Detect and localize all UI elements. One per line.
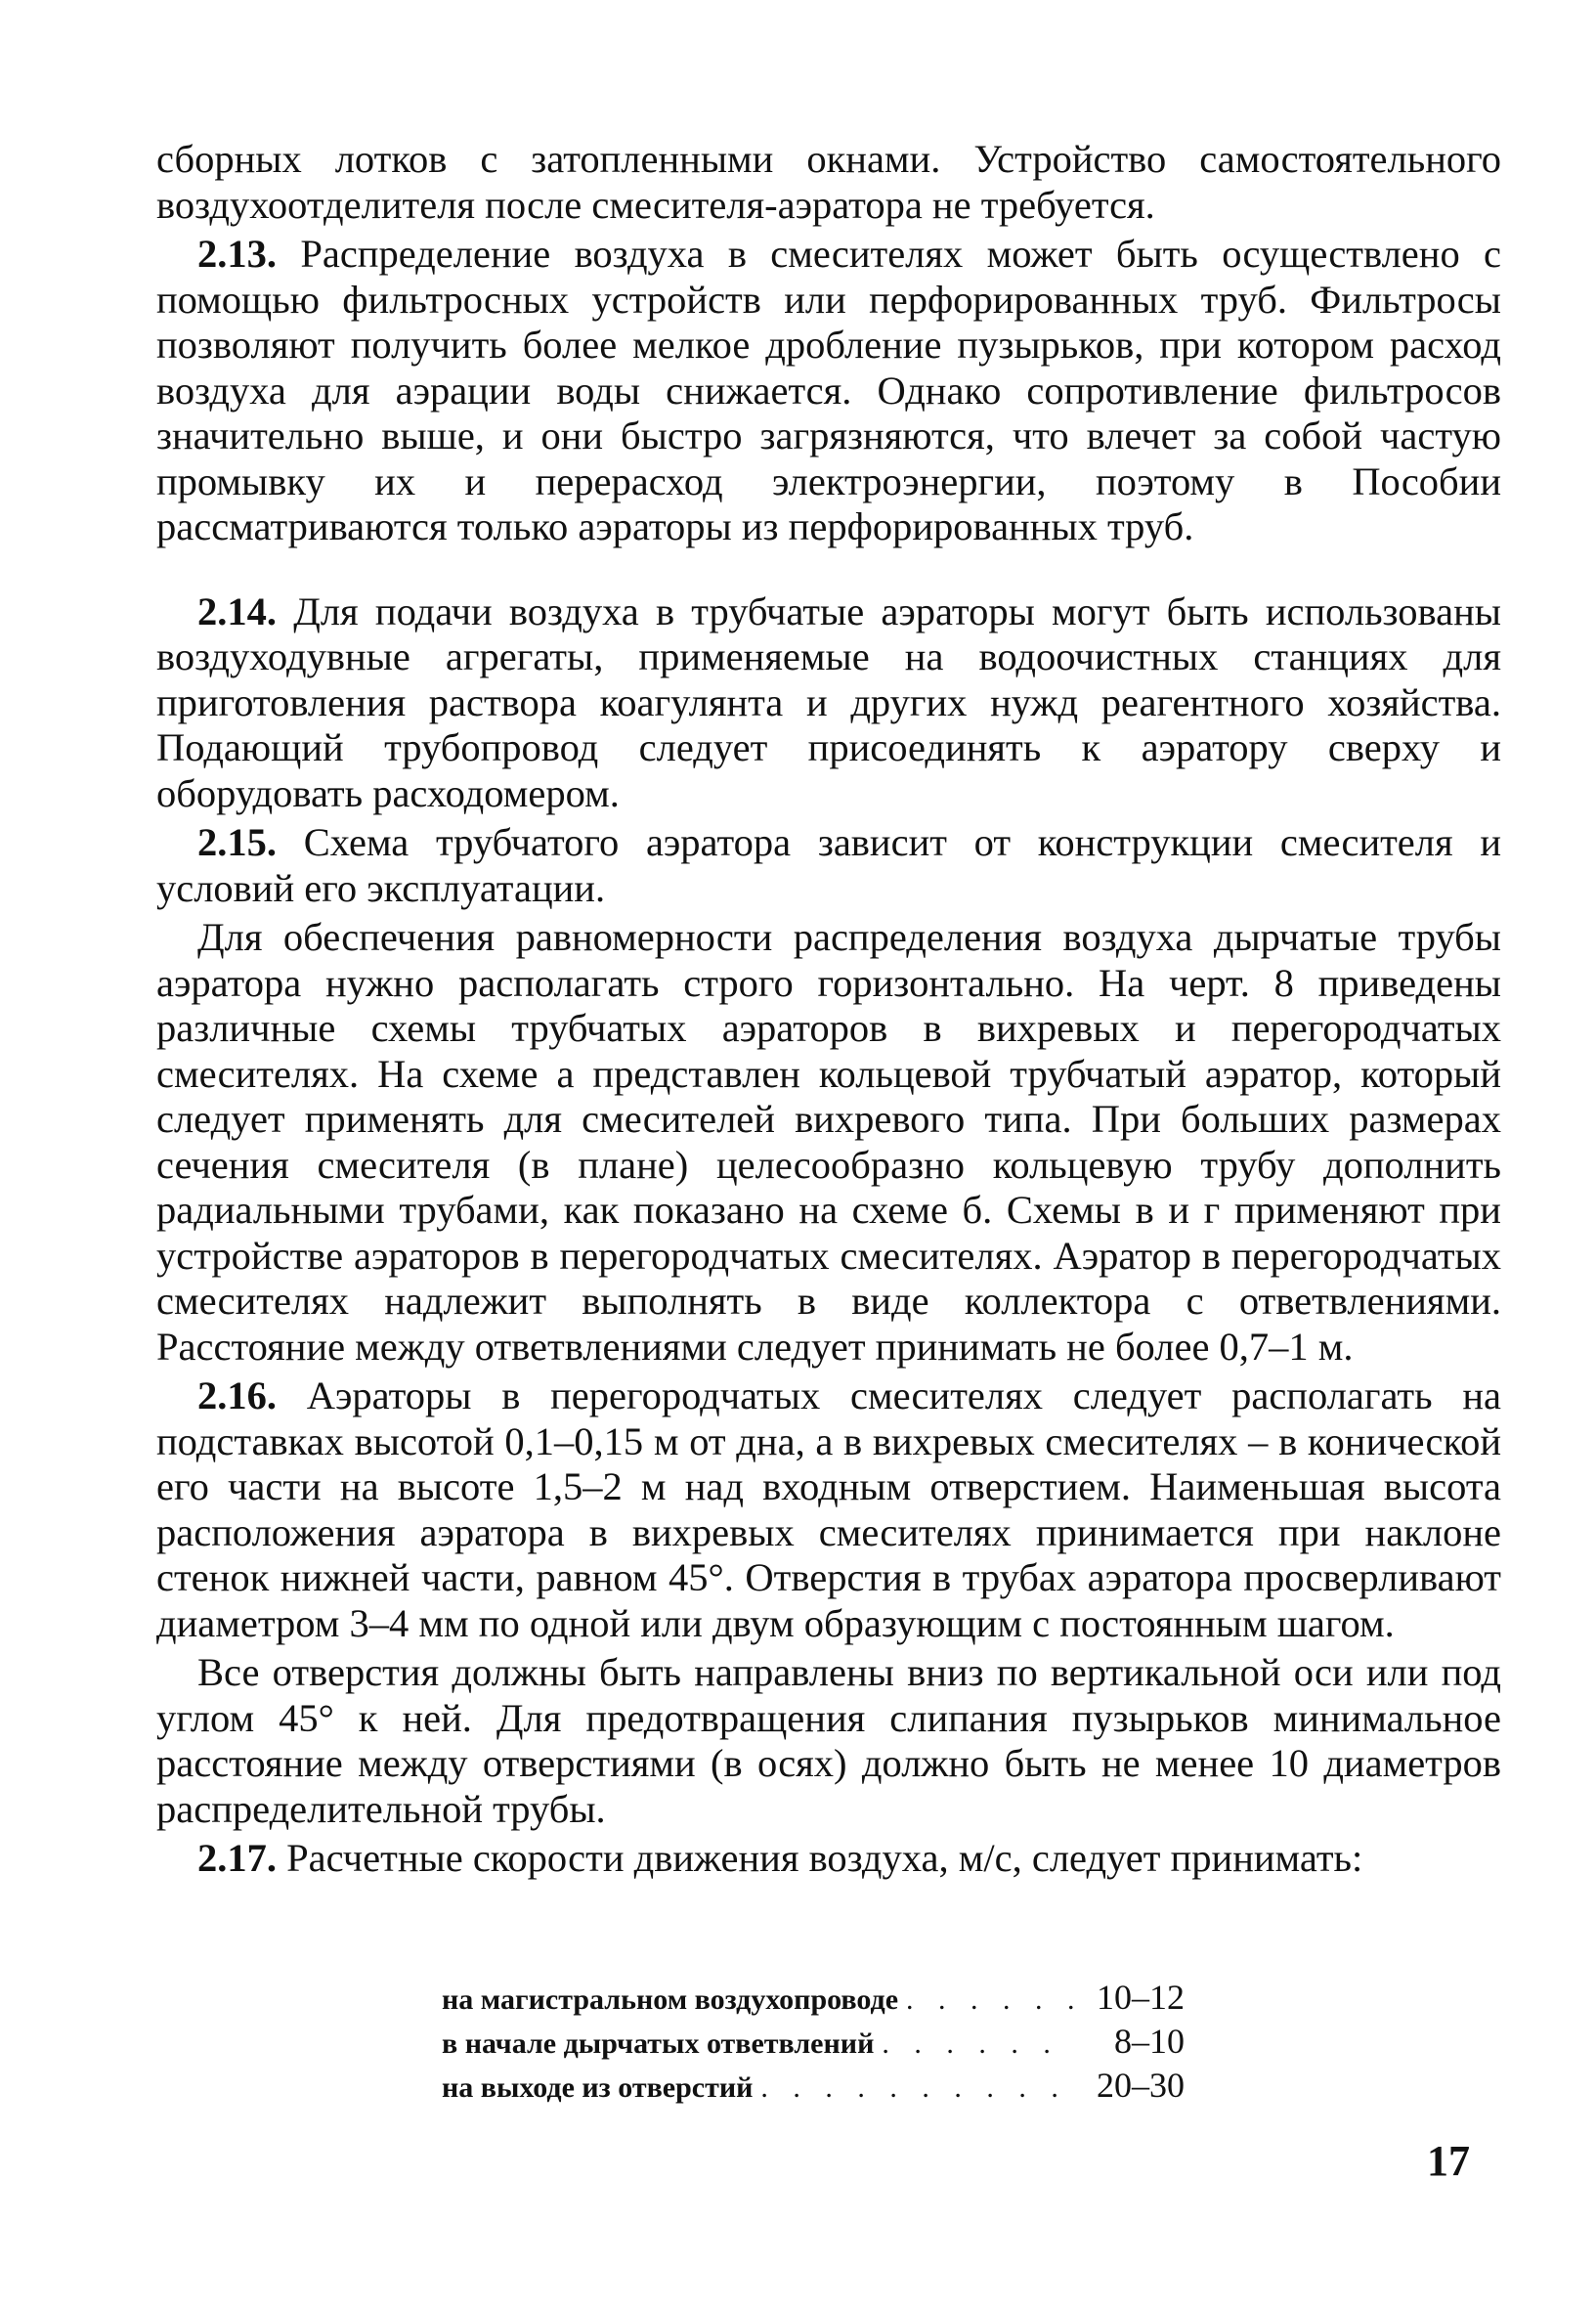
section-number-2-14: 2.14.	[197, 588, 277, 633]
paragraph-2-16-text: Аэраторы в перегородчатых смесителях следует располагать на подставках высотой 0,1–0,15 м от дна, а в вихревых смесителях – в конической его части на высоте 1,5–2 м над входным отверстием. Наименьшая высота расположения аэратора в вихревых смесителях принимается при наклоне стенок нижней части, равном 45°. Отверстия в трубах аэратора просверливают диаметром 3–4 мм по одной или двум образующим с постоянным шагом.	[156, 1373, 1501, 1645]
section-number-2-15: 2.15.	[197, 820, 277, 864]
section-number-2-16: 2.16.	[197, 1373, 277, 1417]
speed-value: 10–12	[1097, 1978, 1185, 2017]
paragraph-2-14	[156, 589, 1501, 817]
speed-value: 8–10	[1114, 2022, 1185, 2061]
paragraph-2-15	[156, 820, 1501, 911]
list-item	[442, 1977, 1185, 2021]
section-number-2-17: 2.17.	[197, 1836, 277, 1880]
air-speed-list	[442, 1977, 1185, 2109]
speed-label: в начале дырчатых ответвлений	[442, 2027, 875, 2060]
paragraph-holes: Все отверстия должны быть направлены вниз по вертикальной оси или под углом 45° к ней. Для предотвращения слипания пузырьков минимальное расстояние между отверстиями (в осях) должно быть не менее 10 диаметров распределительной трубы.	[156, 1650, 1501, 1831]
dot-leader	[874, 2023, 1077, 2065]
dot-leader	[898, 1979, 1077, 2021]
speed-label: на магистральном воздухопроводе	[442, 1983, 899, 2016]
paragraph-2-13	[156, 232, 1501, 550]
paragraph-2-13-text: Распределение воздуха в смесителях может быть осуществлено с помощью фильтросных устройств или перфорированных труб. Фильтросы позволяют получить более мелкое дробление пузырьков, при котором расход воздуха для аэрации воды снижается. Однако сопротивление фильтросов значительно выше, и они быстро загрязняются, что влечет за собой частую промывку их и перерасход электроэнергии, поэтому в Пособии рассматриваются только аэраторы из перфорированных труб.	[156, 232, 1502, 548]
list-item	[442, 2065, 1185, 2109]
page-number: 17	[1427, 2137, 1470, 2185]
dot-leader	[753, 2067, 1077, 2109]
list-item	[442, 2021, 1185, 2065]
section-number-2-13: 2.13.	[197, 232, 277, 276]
paragraph-continuation: сборных лотков с затопленными окнами. Устройство самостоятельного воздухоотделителя после смесителя-аэратора не требуется.	[156, 137, 1501, 227]
paragraph-2-17-text: Расчетные скорости движения воздуха, м/с, следует принимать:	[286, 1836, 1363, 1880]
page-body	[156, 137, 1501, 1882]
paragraph-2-14-text: Для подачи воздуха в трубчатые аэраторы могут быть использованы воздуходувные агрегаты, применяемые на водоочистных станциях для приготовления раствора коагулянта и других нужд реагентного хозяйства. Подающий трубопровод следует присоединять к аэратору сверху и оборудовать расходомером.	[156, 588, 1502, 815]
paragraph-2-16	[156, 1373, 1501, 1646]
speed-label: на выходе из отверстий	[442, 2071, 754, 2104]
speed-value: 20–30	[1097, 2066, 1185, 2105]
paragraph-2-17	[156, 1836, 1501, 1882]
paragraph-2-15-text: Схема трубчатого аэратора зависит от конструкции смесителя и условий его эксплуатации.	[156, 820, 1502, 910]
paragraph-aerator-layout: Для обеспечения равномерности распределения воздуха дырчатые трубы аэратора нужно располагать строго горизонтально. На черт. 8 приведены различные схемы трубчатых аэраторов в вихревых и перегородчатых смесителях. На схеме а представлен кольцевой трубчатый аэратор, который следует применять для смесителей вихревого типа. При больших размерах сечения смесителя (в плане) целесообразно кольцевую трубу дополнить радиальными трубами, как показано на схеме б. Схемы в и г применяют при устройстве аэраторов в перегородчатых смесителях. Аэратор в перегородчатых смесителях надлежит выполнять в виде коллектора с ответвлениями. Расстояние между ответвлениями следует принимать не более 0,7–1 м.	[156, 915, 1501, 1369]
